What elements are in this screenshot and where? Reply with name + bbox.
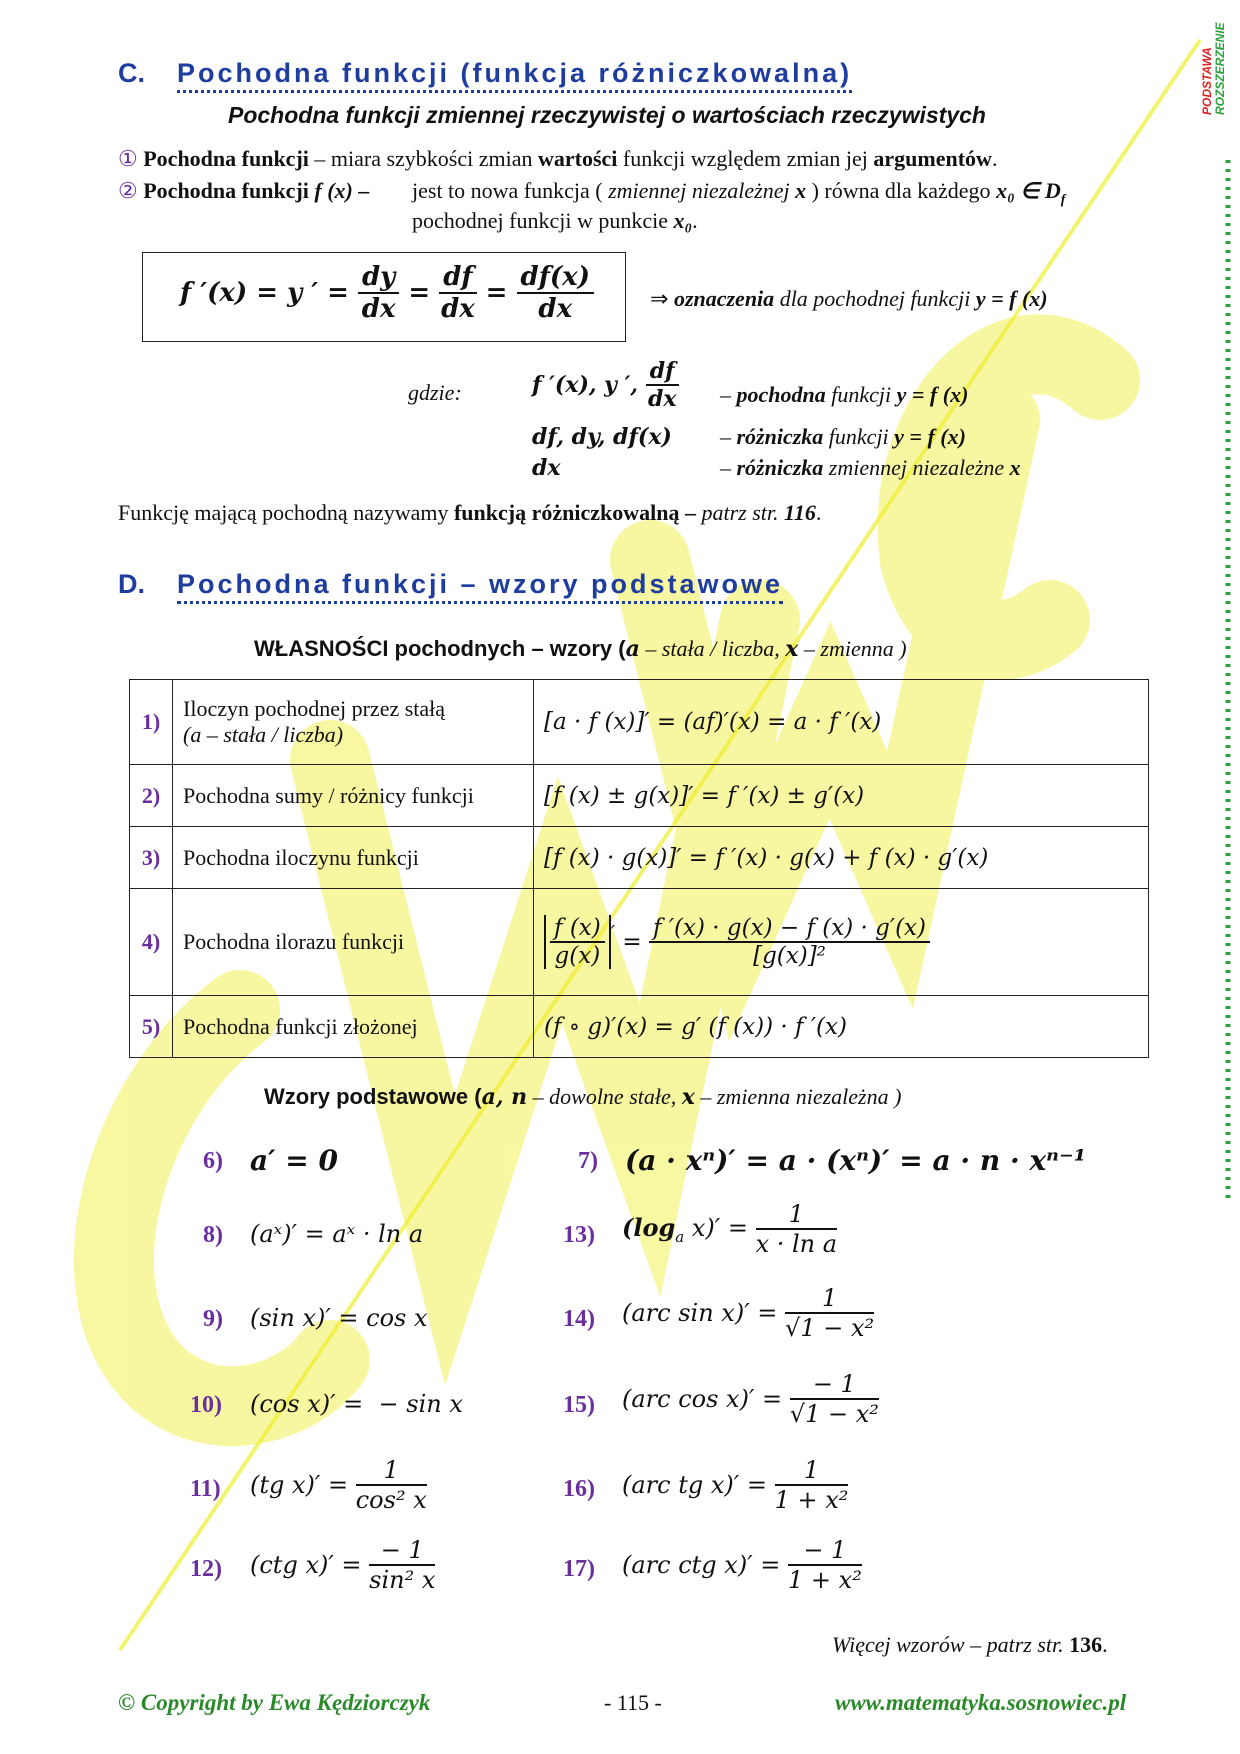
formula-15: (arc cos x)′ = $\frac{- 1}{\text{√1 − x²}}$ [622,1370,879,1428]
where-row-2-symbols: df, dy, df(x) [532,424,672,450]
differentiable-note: Funkcję mającą pochodną nazywamy funkcją różniczkowalną – patrz str. 116. [118,500,822,525]
formula-7-label: 7) [578,1148,598,1174]
table-row: 5) Pochodna funkcji złożonej (f ∘ g)′(x) = g′ (f (x)) · f ′(x) [130,996,1149,1058]
formula-17-label: 17) [563,1556,595,1582]
notation-formula: f ′(x) = y ′ = $\frac{dy}{dx}$ = $\frac{df}{dx}$ = $\frac{df(x)}{dx}$ [180,262,594,324]
formula-9: (sin x)′ = cos x [250,1304,428,1332]
table-row: 1) Iloczyn pochodnej przez stałą (a – stała / liczba) [a · f (x)]′ = (af)′(x) = a · f ′(x) [130,680,1149,765]
where-row-3-symbols: dx [532,455,561,481]
section-c-letter: C. [118,58,145,88]
formula-6: a′ = 0 [250,1144,338,1177]
section-c-title: Pochodna funkcji (funkcja różniczkowalna) [177,58,852,93]
where-row-2-desc: – różniczka funkcji y = f (x) [720,424,966,449]
properties-heading: WŁASNOŚCI pochodnych – wzory (a – stała / liczba, x – zmienna ) [254,636,907,662]
formula-12: (ctg x)′ = $\frac{- 1}{\text{sin² x}}$ [250,1536,436,1594]
formula-15-label: 15) [563,1392,595,1418]
marker-1: ① [118,146,138,171]
formula-14: (arc sin x)′ = $\frac{1}{\text{√1 − x²}}$ [622,1284,875,1342]
formula-11: (tg x)′ = $\frac{1}{\text{cos² x}}$ [250,1456,427,1514]
formula-17: (arc ctg x)′ = $\frac{- 1}{\text{1 + x²}}$ [622,1536,862,1594]
formula-16: (arc tg x)′ = $\frac{1}{\text{1 + x²}}$ [622,1456,849,1514]
footer-copyright: © Copyright by Ewa Kędziorczyk [118,1690,431,1715]
where-label: gdzie: [408,380,462,405]
section-d-title: Pochodna funkcji – wzory podstawowe [177,569,783,604]
basic-formulas-heading: Wzory podstawowe (a, n – dowolne stałe, x – zmienna niezależna ) [264,1084,902,1110]
formula-7: (a · xⁿ)′ = a · (xⁿ)′ = a · n · xⁿ⁻¹ [625,1144,1087,1177]
side-dotted-border [1222,160,1234,1200]
formula-16-label: 16) [563,1476,595,1502]
formula-13: ($\log_a$ x)′ = $\frac{1}{\text{x · ln a}}$ [622,1200,838,1258]
section-c-subtitle: Pochodna funkcji zmiennej rzeczywistej o wartościach rzeczywistych [228,102,986,128]
formula-9-label: 9) [203,1306,223,1332]
side-label-podstawa: PODSTAWA [1200,47,1214,115]
formula-10: (cos x)′ = − sin x [250,1390,463,1418]
table-row: 2) Pochodna sumy / różnicy funkcji [f (x) ± g(x)]′ = f ′(x) ± g′(x) [130,765,1149,827]
formula-8-label: 8) [203,1222,223,1248]
definition-1: ① Pochodna funkcji – miara szybkości zmian wartości funkcji względem zmian jej argumentów. [118,146,998,171]
page-number: - 115 - [604,1690,662,1715]
marker-2: ② [118,178,138,203]
side-label-rozszerzenie: ROZSZERZENIE [1213,22,1227,115]
where-row-1-desc: – pochodna funkcji y = f (x) [720,382,969,407]
definition-2-line2: pochodnej funkcji w punkcie x₀. [412,208,698,233]
formula-14-label: 14) [563,1306,595,1332]
table-row: 4) Pochodna ilorazu funkcji $\frac{f (x)}{g(x)}$ ′ = $\frac{f '(x) \cdot g(x) - f (x) \cdot g'(x)}{\text{[g(x)]²}}$ [130,889,1149,996]
section-d-letter: D. [118,569,145,599]
table-row: 3) Pochodna iloczynu funkcji [f (x) · g(x)]′ = f ′(x) · g(x) + f (x) · g′(x) [130,827,1149,889]
footer-url-link[interactable]: www.matematyka.sosnowiec.pl [835,1690,1127,1715]
formula-13-label: 13) [563,1222,595,1248]
definition-2: ② Pochodna funkcji f (x) – [118,178,370,203]
formula-6-label: 6) [203,1148,223,1174]
where-row-1-symbols: f ′(x), y ′, $\frac{df}{dx}$ [532,358,679,412]
formula-12-label: 12) [190,1556,222,1582]
notation-note: ⇒ oznaczenia dla pochodnej funkcji y = f (x) [650,286,1048,311]
definition-2-body: jest to nowa funkcja ( zmiennej niezależnej x ) równa dla każdego x₀ ∈ $D_f$ [412,178,1066,208]
formula-11-label: 11) [190,1476,221,1502]
properties-table [129,679,1149,1058]
formula-10-label: 10) [190,1392,222,1418]
where-row-3-desc: – różniczka zmiennej niezależne x [720,455,1021,480]
formula-8: (aˣ)′ = aˣ · ln a [250,1220,424,1248]
more-formulas-note: Więcej wzorów – patrz str. 136. [832,1632,1108,1657]
